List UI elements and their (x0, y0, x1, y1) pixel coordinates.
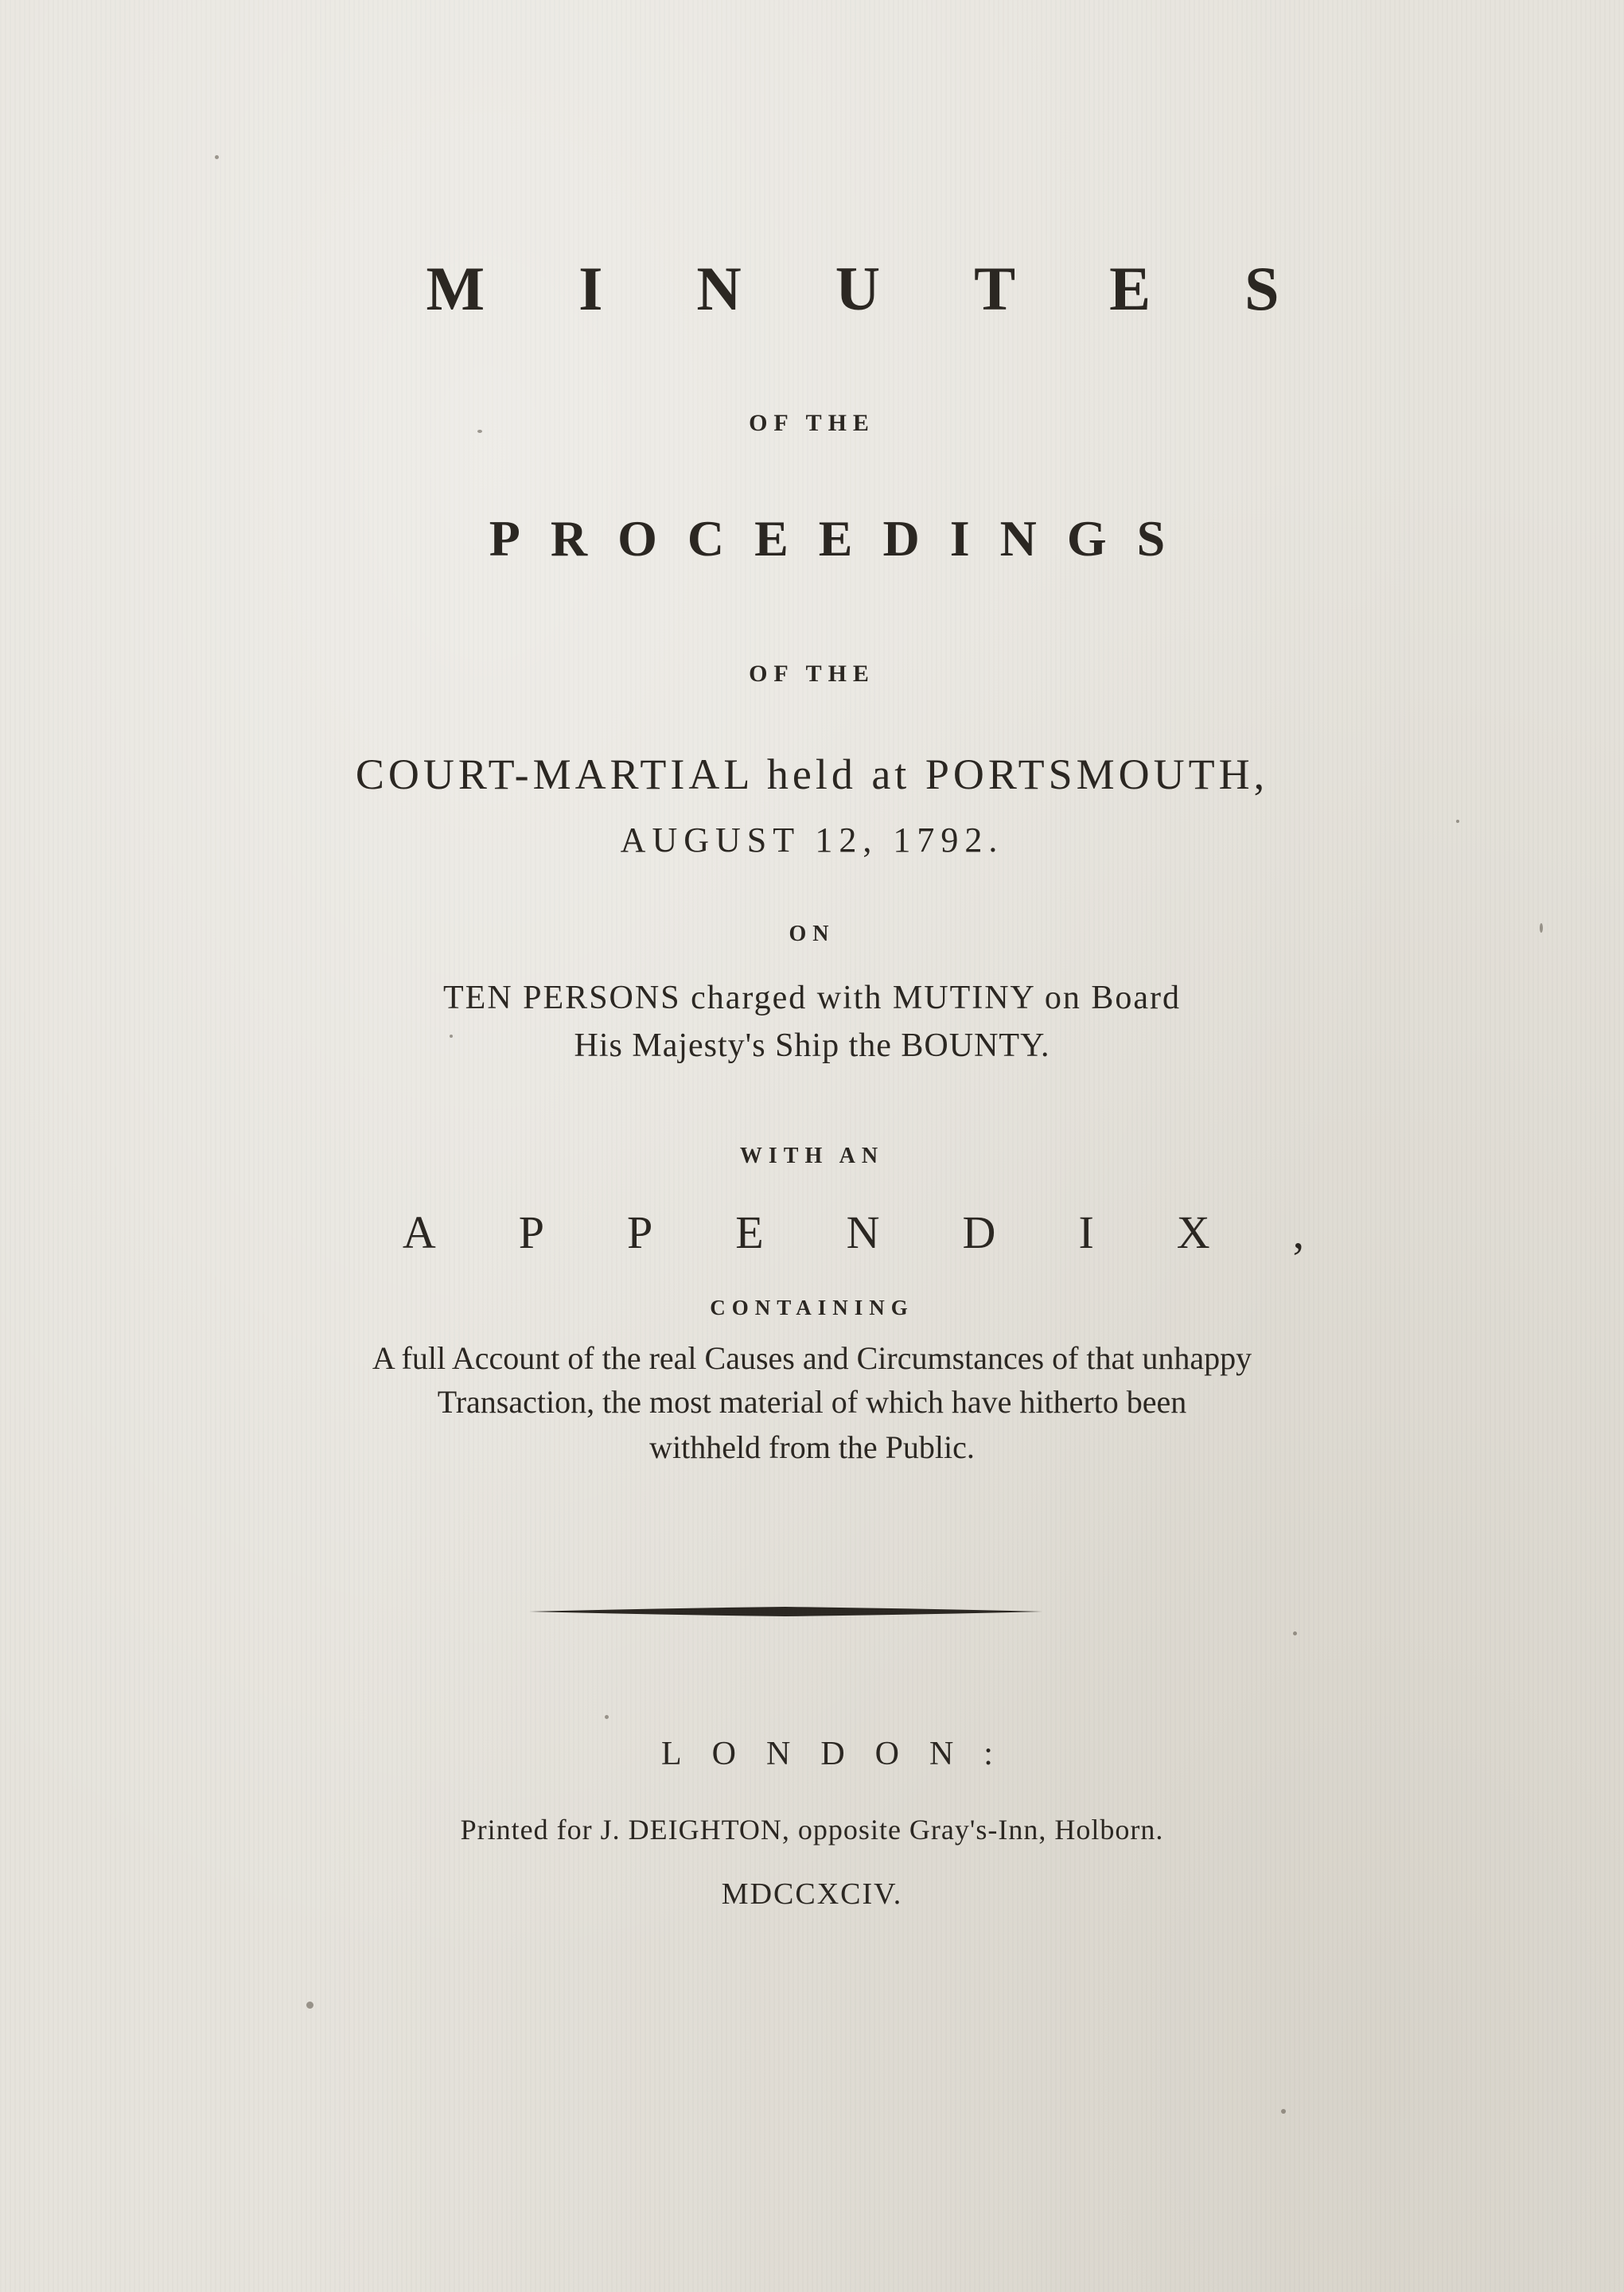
description-line-2: Transaction, the most material of which have hitherto been (437, 1384, 1187, 1420)
title-minutes: MINUTES (426, 254, 1373, 323)
paper-speck (1456, 820, 1459, 823)
paper-speck (215, 155, 219, 159)
description-line-1: A full Account of the real Causes and Circumstances of that unhappy (372, 1340, 1252, 1376)
paper-speck (1540, 923, 1543, 933)
paper-speck (477, 430, 482, 433)
paper-speck (306, 2002, 314, 2009)
of-the-2: OF THE (749, 661, 875, 687)
imprint-year: MDCCXCIV. (721, 1877, 903, 1911)
decorative-rule (529, 1604, 1042, 1620)
containing-line: CONTAINING (710, 1296, 914, 1319)
description-line-3: withheld from the Public. (649, 1429, 975, 1465)
court-martial-line: COURT-MARTIAL held at PORTSMOUTH, (355, 750, 1269, 798)
bounty-line: His Majesty's Ship the BOUNTY. (574, 1027, 1050, 1064)
paper-speck (450, 1035, 453, 1038)
appendix-heading: APPENDIX, (402, 1206, 1388, 1258)
on-line: ON (789, 922, 835, 946)
of-the-1: OF THE (749, 410, 875, 436)
with-an: WITH AN (739, 1144, 885, 1168)
paper-speck (605, 1715, 609, 1719)
imprint-place: LONDON: (661, 1736, 1023, 1772)
paper-speck (1281, 2109, 1286, 2114)
paper-speck (1293, 1631, 1297, 1635)
title-proceedings: PROCEEDINGS (489, 510, 1196, 567)
ten-persons-line: TEN PERSONS charged with MUTINY on Board (443, 980, 1181, 1016)
imprint-printer: Printed for J. DEIGHTON, opposite Gray's-Inn, Holborn. (460, 1814, 1164, 1846)
date-line: AUGUST 12, 1792. (620, 821, 1004, 860)
